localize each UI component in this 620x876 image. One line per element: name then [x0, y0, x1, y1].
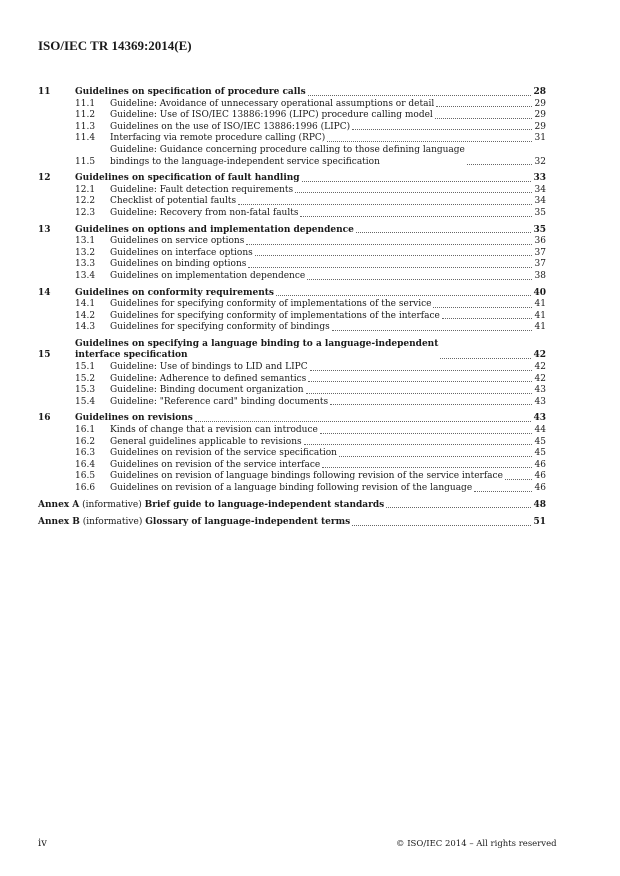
subclause-title — [110, 236, 244, 248]
clause-title-line: Guidelines on conformity requirements — [75, 287, 274, 298]
dot-leader — [255, 255, 532, 256]
subclause-title-line: Interfacing via remote procedure calling (RPC) — [110, 133, 326, 144]
toc-entry-11-5[interactable] — [38, 145, 546, 168]
toc-section — [38, 87, 546, 168]
toc-entry-15-2[interactable] — [38, 374, 546, 386]
page-ref: 43 — [534, 385, 546, 396]
annex-name: Brief guide to language-independent standards — [144, 499, 385, 510]
clause-title — [75, 225, 354, 237]
dot-leader — [467, 164, 532, 165]
toc-entry-14-2[interactable] — [38, 311, 546, 323]
annex-name: Glossary of language-independent terms — [145, 517, 351, 528]
subclause-title-line: Guidelines on implementation dependence — [110, 270, 306, 281]
page-ref: 28 — [533, 87, 546, 97]
dot-leader — [339, 456, 532, 457]
subclause-title-line: Kinds of change that a revision can introduce — [110, 425, 318, 436]
toc-entry-16-3[interactable] — [38, 448, 546, 460]
subclause-number: 15.4 — [75, 396, 96, 407]
toc-entry-11[interactable] — [38, 87, 546, 99]
subclause-title-line: Guidelines on service options — [110, 236, 245, 247]
subclause-number: 12.3 — [75, 207, 96, 218]
dot-leader — [276, 295, 532, 296]
clause-number: 14 — [38, 287, 51, 298]
subclause-number: 12.2 — [75, 196, 96, 207]
subclause-title — [110, 374, 306, 386]
subclause-title-line: Checklist of potential faults — [110, 196, 237, 207]
toc-entry-12[interactable] — [38, 173, 546, 185]
subclause-number: 16.2 — [75, 436, 96, 447]
clause-number: 11 — [38, 87, 51, 97]
page-ref: 36 — [534, 236, 546, 247]
dot-leader — [356, 232, 532, 233]
subclause-title-line: Guideline: Use of ISO/IEC 13886:1996 (LIPC) procedure calling model — [110, 110, 433, 121]
subclause-title — [110, 311, 440, 323]
toc-section — [38, 173, 546, 219]
subclause-number: 13.2 — [75, 247, 96, 258]
subclause-number: 15.3 — [75, 385, 96, 396]
dot-leader — [435, 118, 532, 119]
subclause-title-line: Guideline: Use of bindings to LID and LIPC — [110, 362, 308, 373]
clause-title-line: interface specification — [75, 350, 188, 361]
toc-entry-15-1[interactable] — [38, 362, 546, 374]
subclause-title-line: Guidelines on interface options — [110, 247, 253, 258]
dot-leader — [352, 129, 532, 130]
page-ref: 46 — [534, 471, 546, 482]
clause-title-line: Guidelines on specifying a language binding to a language-independent — [75, 338, 439, 349]
subclause-title — [110, 460, 320, 472]
subclause-title — [110, 299, 431, 311]
subclause-title — [110, 385, 304, 397]
subclause-title — [110, 471, 503, 483]
toc-entry-12-1[interactable] — [38, 185, 546, 197]
toc-entry-13-4[interactable] — [38, 271, 546, 283]
toc-entry-16[interactable] — [38, 413, 546, 425]
page-ref: 29 — [534, 121, 546, 132]
dot-leader — [327, 141, 532, 142]
dot-leader — [433, 307, 532, 308]
page-ref: 29 — [534, 98, 546, 109]
subclause-title-line: Guidelines on revision of a language binding following revision of the language — [110, 483, 473, 493]
dot-leader — [302, 181, 532, 182]
dot-leader — [352, 525, 531, 526]
subclause-title — [110, 133, 325, 145]
toc-entry-11-3[interactable] — [38, 122, 546, 134]
dot-leader — [440, 358, 531, 359]
toc-entry-annex-b[interactable] — [38, 517, 546, 529]
page-ref: 42 — [534, 362, 546, 373]
clause-title-line: Guidelines on options and implementation dependence — [75, 224, 354, 235]
page-ref: 43 — [534, 396, 546, 407]
toc-entry-11-2[interactable] — [38, 110, 546, 122]
toc-entry-11-1[interactable] — [38, 99, 546, 111]
subclause-title — [110, 99, 434, 111]
toc-entry-11-4[interactable] — [38, 133, 546, 145]
page-ref: 33 — [533, 173, 546, 184]
page-ref: 41 — [534, 322, 546, 333]
page-ref: 29 — [534, 110, 546, 121]
toc-entry-16-1[interactable] — [38, 425, 546, 437]
clause-number: 12 — [38, 173, 51, 184]
page-ref: 40 — [533, 287, 546, 298]
subclause-number: 11.5 — [75, 156, 96, 167]
toc-section — [38, 339, 546, 409]
subclause-number: 11.4 — [75, 133, 96, 144]
subclause-title-line: Guidelines on the use of ISO/IEC 13886:1996 (LIPC) — [110, 121, 351, 132]
dot-leader — [436, 106, 532, 107]
subclause-number: 11.3 — [75, 121, 96, 132]
subclause-title — [110, 397, 328, 409]
annex-title — [38, 517, 350, 529]
subclause-title — [110, 483, 472, 495]
toc-entry-13-3[interactable] — [38, 259, 546, 271]
subclause-title-line: Guidelines on revision of language bindings following revision of the service interface — [110, 471, 503, 482]
page-ref: 43 — [533, 413, 546, 424]
toc-entry-13-1[interactable] — [38, 236, 546, 248]
toc-entry-14-1[interactable] — [38, 299, 546, 311]
subclause-number: 13.1 — [75, 236, 96, 247]
dot-leader — [295, 192, 532, 193]
subclause-title — [110, 362, 308, 374]
dot-leader — [322, 467, 532, 468]
subclause-number: 14.2 — [75, 310, 96, 321]
page-ref: 46 — [534, 483, 546, 493]
subclause-title-line: Guidelines for specifying conformity of implementations of the interface — [110, 310, 440, 321]
page-ref: 32 — [534, 156, 546, 167]
subclause-title-line: Guideline: Fault detection requirements — [110, 184, 294, 195]
document-header: ISO/IEC TR 14369:2014(E) — [38, 38, 192, 53]
subclause-title — [110, 448, 337, 460]
toc-entry-14[interactable] — [38, 288, 546, 300]
page-ref: 35 — [533, 224, 546, 235]
dot-leader — [474, 491, 532, 492]
toc-entry-12-3[interactable] — [38, 208, 546, 220]
subclause-number: 16.5 — [75, 471, 96, 482]
clause-number: 16 — [38, 413, 51, 424]
page-ref: 46 — [534, 459, 546, 470]
subclause-number: 11.1 — [75, 98, 96, 109]
page-ref: 48 — [533, 499, 546, 510]
toc-entry-13-2[interactable] — [38, 248, 546, 260]
toc-entry-12-2[interactable] — [38, 196, 546, 208]
page-ref: 44 — [534, 425, 546, 436]
subclause-title — [110, 122, 350, 134]
clause-title-line: Guidelines on specification of procedure calls — [75, 87, 306, 97]
page-ref: 41 — [534, 299, 546, 310]
subclause-title — [110, 437, 302, 449]
subclause-number: 13.3 — [75, 259, 96, 270]
clause-number: 13 — [38, 224, 51, 235]
toc-entry-16-2[interactable] — [38, 437, 546, 449]
subclause-title-line: Guideline: Recovery from non-fatal faults — [110, 207, 299, 218]
subclause-title — [110, 145, 465, 168]
page-ref: 31 — [534, 133, 546, 144]
clause-title — [75, 87, 306, 99]
subclause-title-line: Guidelines on revision of the service specification — [110, 448, 337, 459]
dot-leader — [386, 507, 531, 508]
dot-leader — [308, 381, 532, 382]
subclause-title-line: Guidelines on binding options — [110, 259, 247, 270]
dot-leader — [330, 404, 532, 405]
clause-title — [75, 288, 274, 300]
clause-title — [75, 413, 193, 425]
dot-leader — [505, 479, 532, 480]
subclause-title — [110, 248, 253, 260]
subclause-title-line: Guideline: Avoidance of unnecessary operational assumptions or detail — [110, 98, 435, 109]
dot-leader — [310, 370, 532, 371]
page-ref: 37 — [534, 247, 546, 258]
dot-leader — [195, 421, 532, 422]
subclause-title-line: bindings to the language-independent service specification — [110, 156, 380, 167]
subclause-number: 16.4 — [75, 459, 96, 470]
toc-entry-16-5[interactable] — [38, 471, 546, 483]
clause-title-line: Guidelines on specification of fault handling — [75, 173, 300, 184]
page-ref: 41 — [534, 310, 546, 321]
subclause-title — [110, 196, 236, 208]
subclause-title-line: Guideline: Adherence to defined semantics — [110, 373, 307, 384]
annex-type: (informative) — [82, 499, 142, 510]
toc-entry-16-4[interactable] — [38, 460, 546, 472]
page-number: iv — [38, 838, 47, 849]
subclause-number: 16.1 — [75, 425, 96, 436]
toc-entry-16-6[interactable] — [38, 483, 546, 495]
subclause-number: 16.6 — [75, 483, 96, 493]
dot-leader — [320, 433, 532, 434]
dot-leader — [246, 244, 532, 245]
toc-entry-15[interactable] — [38, 339, 546, 362]
dot-leader — [304, 444, 532, 445]
toc-section — [38, 288, 546, 334]
subclause-number: 13.4 — [75, 270, 96, 281]
page-ref: 37 — [534, 259, 546, 270]
toc-entry-annex-a[interactable] — [38, 500, 546, 512]
annex-type: (informative) — [82, 517, 143, 528]
page-ref: 34 — [534, 184, 546, 195]
annex-title — [38, 500, 384, 512]
toc-section — [38, 225, 546, 283]
subclause-number: 14.3 — [75, 322, 96, 333]
subclause-title — [110, 185, 293, 197]
annex-label: Annex A — [38, 499, 80, 510]
subclause-number: 14.1 — [75, 299, 96, 310]
subclause-title — [110, 322, 330, 334]
dot-leader — [308, 95, 532, 96]
page-ref: 45 — [534, 436, 546, 447]
subclause-title-line: Guideline: Guidance concerning procedure calling to those defining language — [110, 144, 465, 155]
page-ref: 51 — [533, 517, 546, 528]
toc-entry-15-4[interactable] — [38, 397, 546, 409]
subclause-title — [110, 259, 246, 271]
subclause-title-line: Guideline: "Reference card" binding documents — [110, 396, 329, 407]
subclause-title-line: Guidelines for specifying conformity of implementations of the service — [110, 299, 432, 310]
page-ref: 38 — [534, 270, 546, 281]
clause-title — [75, 339, 438, 362]
page-ref: 45 — [534, 448, 546, 459]
clause-number: 15 — [38, 350, 51, 361]
subclause-title — [110, 425, 318, 437]
copyright-notice: © ISO/IEC 2014 – All rights reserved — [396, 839, 557, 849]
page-ref: 42 — [533, 350, 546, 361]
clause-title — [75, 173, 300, 185]
clause-title-line: Guidelines on revisions — [75, 413, 193, 424]
dot-leader — [238, 204, 532, 205]
subclause-number: 15.1 — [75, 362, 96, 373]
dot-leader — [307, 279, 532, 280]
subclause-title-line: Guideline: Binding document organization — [110, 385, 304, 396]
page-ref: 34 — [534, 196, 546, 207]
toc-section — [38, 413, 546, 494]
toc-entry-15-3[interactable] — [38, 385, 546, 397]
toc-entry-13[interactable] — [38, 225, 546, 237]
subclause-number: 16.3 — [75, 448, 96, 459]
page-ref: 35 — [534, 207, 546, 218]
subclause-title-line: Guidelines for specifying conformity of bindings — [110, 322, 330, 333]
annex-label: Annex B — [38, 517, 80, 528]
subclause-title — [110, 271, 305, 283]
subclause-title-line: General guidelines applicable to revisions — [110, 436, 302, 447]
dot-leader — [248, 267, 532, 268]
dot-leader — [332, 330, 532, 331]
subclause-number: 12.1 — [75, 184, 96, 195]
subclause-title — [110, 110, 433, 122]
dot-leader — [442, 318, 532, 319]
toc-entry-14-3[interactable] — [38, 322, 546, 334]
page-ref: 42 — [534, 373, 546, 384]
dot-leader — [306, 393, 532, 394]
subclause-title-line: Guidelines on revision of the service interface — [110, 459, 321, 470]
subclause-title — [110, 208, 298, 220]
subclause-number: 11.2 — [75, 110, 96, 121]
table-of-contents — [38, 87, 546, 535]
subclause-number: 15.2 — [75, 373, 96, 384]
dot-leader — [300, 216, 532, 217]
